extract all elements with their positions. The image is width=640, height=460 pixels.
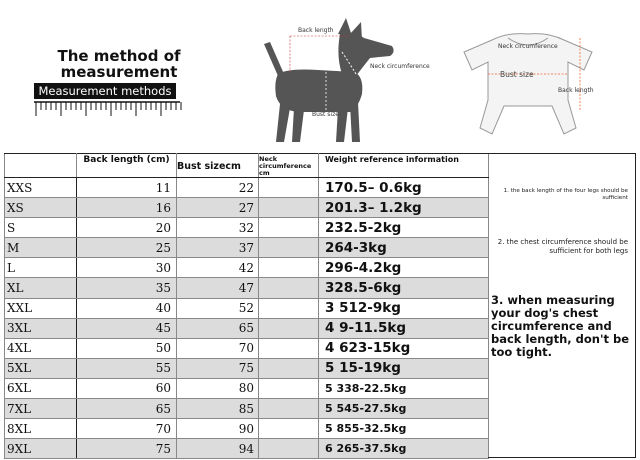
weight-cell: 170.5– 0.6kg — [319, 178, 489, 198]
back-length-cell: 65 — [77, 399, 177, 419]
table-row — [5, 338, 489, 358]
table-row — [5, 318, 489, 338]
neck-cell — [259, 278, 319, 298]
table-row — [5, 258, 489, 278]
shirt-back-length-label: Back length — [558, 87, 594, 94]
note-chest: 2. the chest circumference should be sufficient for both legs — [497, 238, 628, 255]
weight-cell: 296-4.2kg — [319, 258, 489, 278]
bust-size-cell: 37 — [177, 238, 259, 258]
table-row — [5, 198, 489, 218]
weight-cell: 232.5-2kg — [319, 218, 489, 238]
neck-cell — [259, 218, 319, 238]
back-length-cell: 11 — [77, 178, 177, 198]
size-cell: XS — [5, 198, 77, 218]
size-chart-table — [4, 153, 489, 459]
size-cell: 6XL — [5, 378, 77, 398]
neck-cell — [259, 338, 319, 358]
neck-column-header: Neck circumference cm — [259, 154, 319, 178]
size-cell: 3XL — [5, 318, 77, 338]
weight-cell: 5 545-27.5kg — [319, 399, 489, 419]
back-length-cell: 35 — [77, 278, 177, 298]
back-length-cell: 55 — [77, 358, 177, 378]
back-length-cell: 70 — [77, 419, 177, 439]
bust-size-cell: 47 — [177, 278, 259, 298]
dog-neck-label: Neck circumference — [370, 63, 430, 70]
back-length-cell: 75 — [77, 439, 177, 459]
bust-size-cell: 75 — [177, 358, 259, 378]
weight-cell: 5 338-22.5kg — [319, 378, 489, 398]
table-row — [5, 378, 489, 398]
table-row — [5, 238, 489, 258]
back-length-cell: 45 — [77, 318, 177, 338]
table-header-row — [5, 154, 489, 178]
table-row — [5, 298, 489, 318]
neck-cell — [259, 238, 319, 258]
weight-cell: 5 15-19kg — [319, 358, 489, 378]
bust-size-cell: 32 — [177, 218, 259, 238]
note-not-too-tight: 3. when measuring your dog's chest circumference and back length, don't be too tight. — [491, 293, 630, 359]
dog-back-length-label: Back length — [298, 27, 334, 34]
weight-column-header: Weight reference information — [319, 154, 489, 178]
size-cell: 9XL — [5, 439, 77, 459]
measurement-header — [0, 0, 640, 152]
table-row — [5, 278, 489, 298]
bust-size-cell: 65 — [177, 318, 259, 338]
size-cell: S — [5, 218, 77, 238]
neck-cell — [259, 178, 319, 198]
neck-cell — [259, 318, 319, 338]
neck-cell — [259, 399, 319, 419]
neck-cell — [259, 298, 319, 318]
table-row — [5, 218, 489, 238]
neck-cell — [259, 258, 319, 278]
weight-cell: 4 9-11.5kg — [319, 318, 489, 338]
note-back-length: 1. the back length of the four legs should be sufficient — [503, 188, 628, 201]
weight-cell: 5 855-32.5kg — [319, 419, 489, 439]
bust-size-cell: 27 — [177, 198, 259, 218]
bust-size-cell: 42 — [177, 258, 259, 278]
bust-size-cell: 94 — [177, 439, 259, 459]
dog-diagram — [258, 16, 430, 146]
method-banner: Measurement methods — [34, 83, 176, 99]
method-title: The method of measurement — [57, 47, 181, 81]
shirt-neck-label: Neck circumference — [498, 43, 558, 50]
bust-size-cell: 70 — [177, 338, 259, 358]
back-length-cell: 50 — [77, 338, 177, 358]
measurement-notes — [488, 153, 636, 458]
size-cell: XXL — [5, 298, 77, 318]
size-cell: M — [5, 238, 77, 258]
bust-size-column-header: Bust sizecm — [177, 154, 259, 178]
table-row — [5, 399, 489, 419]
back-length-cell: 16 — [77, 198, 177, 218]
size-cell: 4XL — [5, 338, 77, 358]
weight-cell: 264-3kg — [319, 238, 489, 258]
bust-size-cell: 52 — [177, 298, 259, 318]
weight-cell: 328.5-6kg — [319, 278, 489, 298]
size-cell: XXS — [5, 178, 77, 198]
neck-cell — [259, 378, 319, 398]
size-cell: 7XL — [5, 399, 77, 419]
table-row — [5, 419, 489, 439]
neck-cell — [259, 198, 319, 218]
size-column-header — [5, 154, 77, 178]
weight-cell: 6 265-37.5kg — [319, 439, 489, 459]
size-cell: 5XL — [5, 358, 77, 378]
table-row — [5, 358, 489, 378]
back-length-cell: 20 — [77, 218, 177, 238]
shirt-bust-label: Bust size — [500, 70, 534, 79]
bust-size-cell: 90 — [177, 419, 259, 439]
back-length-column-header: Back length (cm) — [77, 154, 177, 178]
size-cell: L — [5, 258, 77, 278]
size-cell: XL — [5, 278, 77, 298]
back-length-cell: 25 — [77, 238, 177, 258]
back-length-cell: 40 — [77, 298, 177, 318]
bust-size-cell: 85 — [177, 399, 259, 419]
dog-bust-label: Bust size — [312, 111, 339, 118]
neck-cell — [259, 439, 319, 459]
ruler-icon — [32, 100, 182, 120]
neck-cell — [259, 358, 319, 378]
neck-cell — [259, 419, 319, 439]
weight-cell: 4 623-15kg — [319, 338, 489, 358]
size-cell: 8XL — [5, 419, 77, 439]
weight-cell: 201.3– 1.2kg — [319, 198, 489, 218]
bust-size-cell: 22 — [177, 178, 259, 198]
bust-size-cell: 80 — [177, 378, 259, 398]
back-length-cell: 60 — [77, 378, 177, 398]
shirt-diagram — [452, 30, 610, 142]
back-length-cell: 30 — [77, 258, 177, 278]
table-row — [5, 439, 489, 459]
weight-cell: 3 512-9kg — [319, 298, 489, 318]
table-row — [5, 178, 489, 198]
